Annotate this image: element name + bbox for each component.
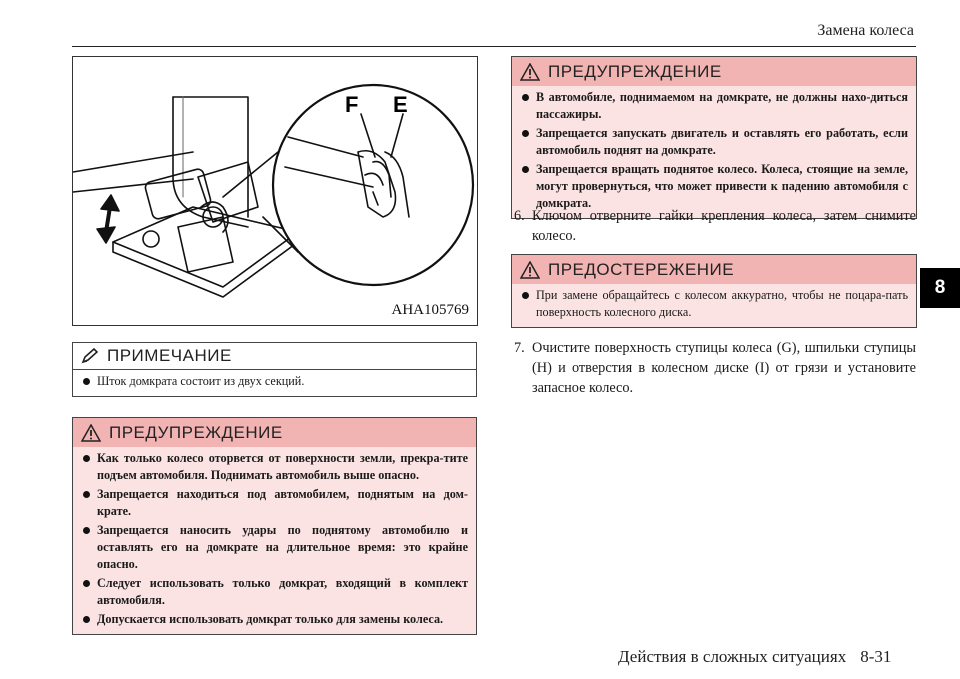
bullet (83, 616, 90, 623)
step-text: Ключом отверните гайки крепления колеса, затем снимите колесо. (532, 208, 916, 244)
figure-code: AHA105769 (391, 302, 469, 318)
step-number: 7. (514, 340, 525, 356)
warning-header (512, 57, 916, 86)
bullet (522, 292, 529, 299)
list-item: Запрещается вращать поднятое колесо. Колеса, стоящие на земле, могут провернуться, что может привести к падению автомобиля с домкрата. (520, 161, 908, 212)
warning-box-right (511, 56, 917, 219)
step-7 (514, 338, 916, 398)
warning-body (73, 447, 476, 634)
list-item: Допускается использовать домкрат только для замены колеса. (81, 611, 468, 628)
warning-title: ПРЕДУПРЕЖДЕНИЕ (109, 422, 283, 442)
bullet (83, 455, 90, 462)
label-e: E (393, 92, 408, 117)
warning-box-left (72, 417, 477, 635)
caution-box (511, 254, 917, 328)
warning-triangle-icon (81, 424, 101, 442)
warning-header (73, 418, 476, 447)
list-item: Шток домкрата состоит из двух секций. (81, 373, 468, 390)
note-title: ПРИМЕЧАНИЕ (107, 346, 232, 365)
label-f: F (345, 92, 359, 117)
page-number: 8-31 (860, 647, 892, 666)
bullet (522, 130, 529, 137)
note-box (72, 342, 477, 397)
step-6 (514, 206, 916, 246)
caution-header (512, 255, 916, 284)
step-number: 6. (514, 208, 525, 224)
list-item: Запрещается запускать двигатель и оставлять его работать, если автомобиль поднят на домкрате. (520, 125, 908, 159)
list-item: В автомобиле, поднимаемом на домкрате, не должны нахо-диться пассажиры. (520, 89, 908, 123)
section-tab[interactable]: 8 (920, 268, 960, 308)
footer-section: Действия в сложных ситуациях (618, 647, 847, 666)
caution-title: ПРЕДОСТЕРЕЖЕНИЕ (548, 259, 735, 279)
warning-triangle-icon (520, 261, 540, 279)
bullet (83, 491, 90, 498)
bullet (522, 94, 529, 101)
list-item: Как только колесо оторвется от поверхности земли, прекра-тите подъем автомобиля. Поднимать автомобиль выше опасно. (81, 450, 468, 484)
list-item: Запрещается наносить удары по поднятому автомобилю и оставлять его на домкрате на длительное время: это крайне опасно. (81, 522, 468, 573)
step-text: Очистите поверхность ступицы колеса (G), шпильки ступицы (H) и отверстия в колесном диске (I) от грязи и установите запасное колесо. (532, 340, 916, 396)
pencil-icon (81, 348, 99, 364)
page-header-title: Замена колеса (817, 22, 914, 39)
note-header (73, 343, 476, 370)
bullet (83, 580, 90, 587)
jack-drawing (73, 57, 477, 325)
bullet (83, 378, 90, 385)
page-footer (618, 647, 891, 667)
jack-illustration (72, 56, 478, 326)
bullet (522, 166, 529, 173)
note-body (73, 370, 476, 396)
warning-title: ПРЕДУПРЕЖДЕНИЕ (548, 61, 722, 81)
header-divider (72, 46, 916, 47)
list-item: Запрещается находиться под автомобилем, поднятым на дом-крате. (81, 486, 468, 520)
warning-body (512, 86, 916, 218)
warning-triangle-icon (520, 63, 540, 81)
caution-body (512, 284, 916, 327)
bullet (83, 527, 90, 534)
list-item: Следует использовать только домкрат, входящий в комплект автомобиля. (81, 575, 468, 609)
list-item: При замене обращайтесь с колесом аккуратно, чтобы не поцара-пать поверхность колесного диска. (520, 287, 908, 321)
